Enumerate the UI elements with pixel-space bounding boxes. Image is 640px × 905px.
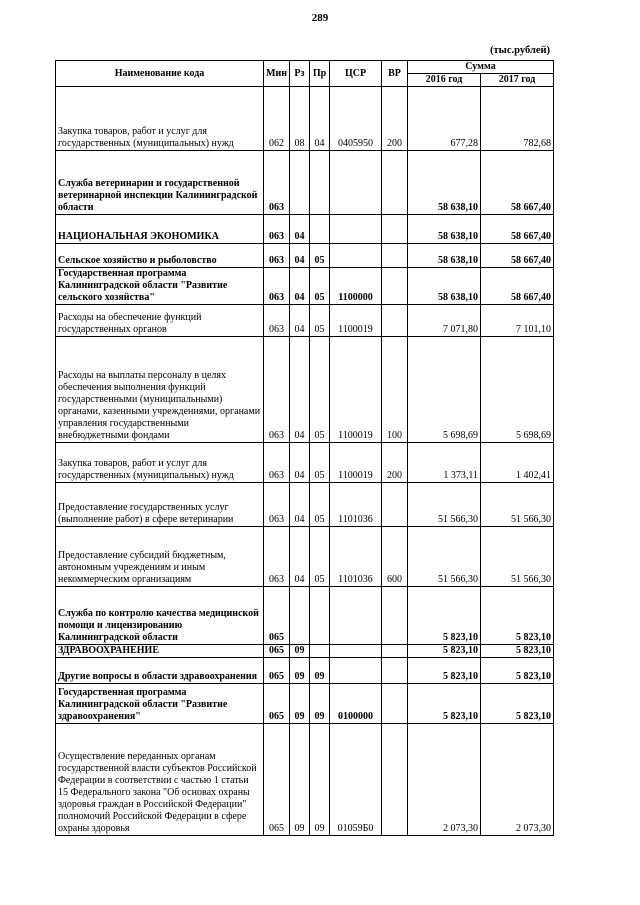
cell-vr xyxy=(382,684,408,724)
cell-rz: 04 xyxy=(290,527,310,587)
cell-rz: 04 xyxy=(290,215,310,244)
cell-min: 065 xyxy=(264,587,290,645)
cell-csr xyxy=(330,658,382,684)
cell-pr xyxy=(310,215,330,244)
page-number: 289 xyxy=(311,12,329,24)
cell-csr xyxy=(330,587,382,645)
cell-name: ЗДРАВООХРАНЕНИЕ xyxy=(56,645,264,658)
cell-y2016: 58 638,10 xyxy=(408,215,481,244)
cell-y2017: 2 073,30 xyxy=(481,724,554,836)
table-row xyxy=(56,215,554,244)
cell-min: 063 xyxy=(264,443,290,483)
cell-y2017: 5 823,10 xyxy=(481,658,554,684)
cell-pr: 04 xyxy=(310,87,330,151)
cell-y2016: 58 638,10 xyxy=(408,244,481,268)
cell-csr xyxy=(330,244,382,268)
cell-rz: 08 xyxy=(290,87,310,151)
cell-rz xyxy=(290,587,310,645)
cell-name: Закупка товаров, работ и услуг для государственных (муниципальных) нужд xyxy=(56,443,264,483)
cell-y2017: 58 667,40 xyxy=(481,268,554,305)
cell-rz: 09 xyxy=(290,645,310,658)
header-vr: ВР xyxy=(382,61,408,87)
cell-name: Государственная программа Калининградской области "Развитие здравоохранения" xyxy=(56,684,264,724)
cell-min: 065 xyxy=(264,724,290,836)
cell-name: Осуществление переданных органам государственной власти субъектов Российской Федерации в соответствии с частью 1 статьи 15 Федерального закона "Об основах охраны здоровья граждан в Российской Федерации" полномочий Российской Федерации в сфере охраны здоровья xyxy=(56,724,264,836)
header-min: Мин xyxy=(264,61,290,87)
cell-min: 063 xyxy=(264,483,290,527)
cell-name: Предоставление государственных услуг (выполнение работ) в сфере ветеринарии xyxy=(56,483,264,527)
cell-min: 063 xyxy=(264,305,290,337)
cell-name: Расходы на выплаты персоналу в целях обеспечения выполнения функций государственными (муниципальными) органами, казенными учреждениями, органами управления государственными внебюджетными фондами xyxy=(56,337,264,443)
cell-y2017: 51 566,30 xyxy=(481,483,554,527)
cell-y2017: 58 667,40 xyxy=(481,215,554,244)
table-body xyxy=(56,87,554,836)
header-2016: 2016 год xyxy=(408,74,481,87)
cell-y2016: 5 698,69 xyxy=(408,337,481,443)
cell-pr xyxy=(310,645,330,658)
cell-vr xyxy=(382,483,408,527)
cell-min: 063 xyxy=(264,151,290,215)
cell-name: Закупка товаров, работ и услуг для государственных (муниципальных) нужд xyxy=(56,87,264,151)
table-row xyxy=(56,443,554,483)
table-row xyxy=(56,483,554,527)
cell-y2016: 7 071,80 xyxy=(408,305,481,337)
table-row xyxy=(56,151,554,215)
cell-y2016: 5 823,10 xyxy=(408,684,481,724)
cell-min: 062 xyxy=(264,87,290,151)
cell-vr: 200 xyxy=(382,443,408,483)
cell-y2016: 5 823,10 xyxy=(408,645,481,658)
cell-csr: 0405950 xyxy=(330,87,382,151)
cell-y2016: 2 073,30 xyxy=(408,724,481,836)
header-sum: Сумма xyxy=(408,61,554,74)
cell-y2016: 677,28 xyxy=(408,87,481,151)
cell-y2017: 5 823,10 xyxy=(481,587,554,645)
cell-pr: 09 xyxy=(310,724,330,836)
cell-rz: 09 xyxy=(290,724,310,836)
cell-y2017: 51 566,30 xyxy=(481,527,554,587)
cell-min: 065 xyxy=(264,645,290,658)
cell-name: Другие вопросы в области здравоохранения xyxy=(56,658,264,684)
table-row xyxy=(56,684,554,724)
cell-csr: 1100000 xyxy=(330,268,382,305)
cell-vr xyxy=(382,268,408,305)
table-row xyxy=(56,268,554,305)
table-row xyxy=(56,724,554,836)
cell-name: Сельское хозяйство и рыболовство xyxy=(56,244,264,268)
cell-pr: 05 xyxy=(310,337,330,443)
cell-vr xyxy=(382,151,408,215)
table-row xyxy=(56,337,554,443)
cell-min: 063 xyxy=(264,337,290,443)
cell-y2017: 5 823,10 xyxy=(481,645,554,658)
cell-csr: 1100019 xyxy=(330,443,382,483)
cell-rz: 09 xyxy=(290,658,310,684)
cell-pr xyxy=(310,151,330,215)
cell-vr xyxy=(382,658,408,684)
cell-name: Предоставление субсидий бюджетным, автономным учреждениям и иным некоммерческим организациям xyxy=(56,527,264,587)
cell-name: НАЦИОНАЛЬНАЯ ЭКОНОМИКА xyxy=(56,215,264,244)
cell-pr: 05 xyxy=(310,443,330,483)
cell-name: Служба по контролю качества медицинской помощи и лицензированию Калининградской области xyxy=(56,587,264,645)
cell-vr: 200 xyxy=(382,87,408,151)
cell-csr xyxy=(330,151,382,215)
cell-vr: 100 xyxy=(382,337,408,443)
cell-vr xyxy=(382,645,408,658)
cell-rz xyxy=(290,151,310,215)
cell-pr xyxy=(310,587,330,645)
budget-table xyxy=(55,60,554,836)
cell-rz: 04 xyxy=(290,305,310,337)
cell-y2017: 58 667,40 xyxy=(481,151,554,215)
cell-pr: 05 xyxy=(310,268,330,305)
cell-vr xyxy=(382,305,408,337)
cell-min: 063 xyxy=(264,244,290,268)
cell-csr xyxy=(330,215,382,244)
header-pr: Пр xyxy=(310,61,330,87)
cell-y2017: 58 667,40 xyxy=(481,244,554,268)
cell-vr xyxy=(382,244,408,268)
cell-pr: 09 xyxy=(310,684,330,724)
cell-vr: 600 xyxy=(382,527,408,587)
cell-y2016: 51 566,30 xyxy=(408,527,481,587)
cell-csr: 1100019 xyxy=(330,337,382,443)
table-row xyxy=(56,244,554,268)
units-label: (тыс.рублей) xyxy=(490,45,551,56)
table-header xyxy=(56,61,554,87)
table-row xyxy=(56,87,554,151)
cell-name: Расходы на обеспечение функций государственных органов xyxy=(56,305,264,337)
cell-rz: 04 xyxy=(290,268,310,305)
cell-vr xyxy=(382,215,408,244)
cell-csr xyxy=(330,645,382,658)
cell-pr: 05 xyxy=(310,244,330,268)
cell-rz: 04 xyxy=(290,443,310,483)
cell-csr: 1101036 xyxy=(330,527,382,587)
cell-y2016: 5 823,10 xyxy=(408,658,481,684)
cell-name: Служба ветеринарии и государственной ветеринарной инспекции Калининградской области xyxy=(56,151,264,215)
header-rz: Рз xyxy=(290,61,310,87)
cell-rz: 04 xyxy=(290,244,310,268)
cell-csr: 1101036 xyxy=(330,483,382,527)
cell-min: 063 xyxy=(264,215,290,244)
cell-csr: 1100019 xyxy=(330,305,382,337)
cell-vr xyxy=(382,724,408,836)
header-csr: ЦСР xyxy=(330,61,382,87)
cell-pr: 05 xyxy=(310,527,330,587)
cell-csr: 01059Б0 xyxy=(330,724,382,836)
table-row xyxy=(56,658,554,684)
cell-pr: 05 xyxy=(310,305,330,337)
cell-y2017: 5 823,10 xyxy=(481,684,554,724)
table-row xyxy=(56,527,554,587)
table-row xyxy=(56,587,554,645)
cell-y2017: 7 101,10 xyxy=(481,305,554,337)
cell-y2016: 51 566,30 xyxy=(408,483,481,527)
header-2017: 2017 год xyxy=(481,74,554,87)
cell-min: 063 xyxy=(264,268,290,305)
cell-y2017: 1 402,41 xyxy=(481,443,554,483)
table-row xyxy=(56,645,554,658)
cell-y2016: 58 638,10 xyxy=(408,268,481,305)
cell-min: 063 xyxy=(264,527,290,587)
cell-pr: 09 xyxy=(310,658,330,684)
table-row xyxy=(56,305,554,337)
cell-rz: 04 xyxy=(290,483,310,527)
cell-min: 065 xyxy=(264,684,290,724)
cell-y2016: 58 638,10 xyxy=(408,151,481,215)
cell-y2016: 5 823,10 xyxy=(408,587,481,645)
cell-y2017: 782,68 xyxy=(481,87,554,151)
cell-rz: 09 xyxy=(290,684,310,724)
cell-vr xyxy=(382,587,408,645)
cell-name: Государственная программа Калининградской области "Развитие сельского хозяйства" xyxy=(56,268,264,305)
cell-y2016: 1 373,11 xyxy=(408,443,481,483)
cell-pr: 05 xyxy=(310,483,330,527)
cell-rz: 04 xyxy=(290,337,310,443)
cell-min: 065 xyxy=(264,658,290,684)
header-name: Наименование кода xyxy=(56,61,264,87)
cell-y2017: 5 698,69 xyxy=(481,337,554,443)
cell-csr: 0100000 xyxy=(330,684,382,724)
